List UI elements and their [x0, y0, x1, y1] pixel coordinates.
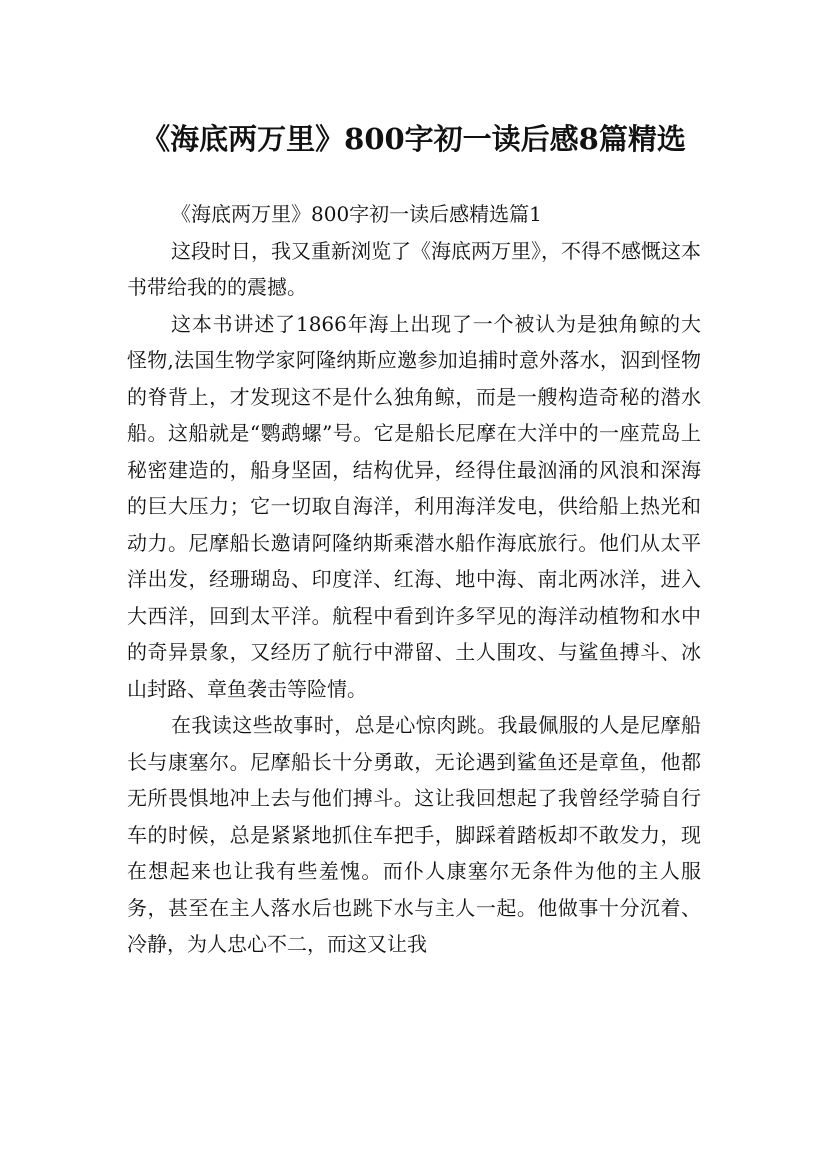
paragraph-1: 这段时日，我又重新浏览了《海底两万里》，不得不感慨这本书带给我的的震撼。 — [127, 238, 701, 299]
document-body — [127, 196, 701, 963]
document-title: 《海底两万里》800字初一读后感8篇精选 — [141, 122, 686, 157]
paragraph-2: 这本书讲述了1866年海上出现了一个被认为是独角鲸的大怪物,法国生物学家阿隆纳斯应邀参加追捕时意外落水，泅到怪物的脊背上，才发现这不是什么独角鲸，而是一艘构造奇秘的潜水船。这船就是“鹦鹉螺”号。它是船长尼摩在大洋中的一座荒岛上秘密建造的，船身坚固，结构优异，经得住最汹涌的风浪和深海的巨大压力；它一切取自海洋，利用海洋发电，供给船上热光和动力。尼摩船长邀请阿隆纳斯乘潜水船作海底旅行。他们从太平洋出发，经珊瑚岛、印度洋、红海、地中海、南北两冰洋，进入大西洋，回到太平洋。航程中看到许多罕见的海洋动植物和水中的奇异景象，又经历了航行中滞留、土人围攻、与鲨鱼搏斗、冰山封路、章鱼袭击等险情。 — [127, 311, 701, 701]
section-heading: 《海底两万里》800字初一读后感精选篇1 — [171, 202, 542, 226]
paragraph-3: 在我读这些故事时，总是心惊肉跳。我最佩服的人是尼摩船长与康塞尔。尼摩船长十分勇敢，无论遇到鲨鱼还是章鱼，他都无所畏惧地冲上去与他们搏斗。这让我回想起了我曾经学骑自行车的时候，总是紧紧地抓住车把手，脚踩着踏板却不敢发力，现在想起来也让我有些羞愧。而仆人康塞尔无条件为他的主人服务，甚至在主人落水后也跳下水与主人一起。他做事十分沉着、冷静，为人忠心不二，而这又让我 — [127, 713, 701, 956]
